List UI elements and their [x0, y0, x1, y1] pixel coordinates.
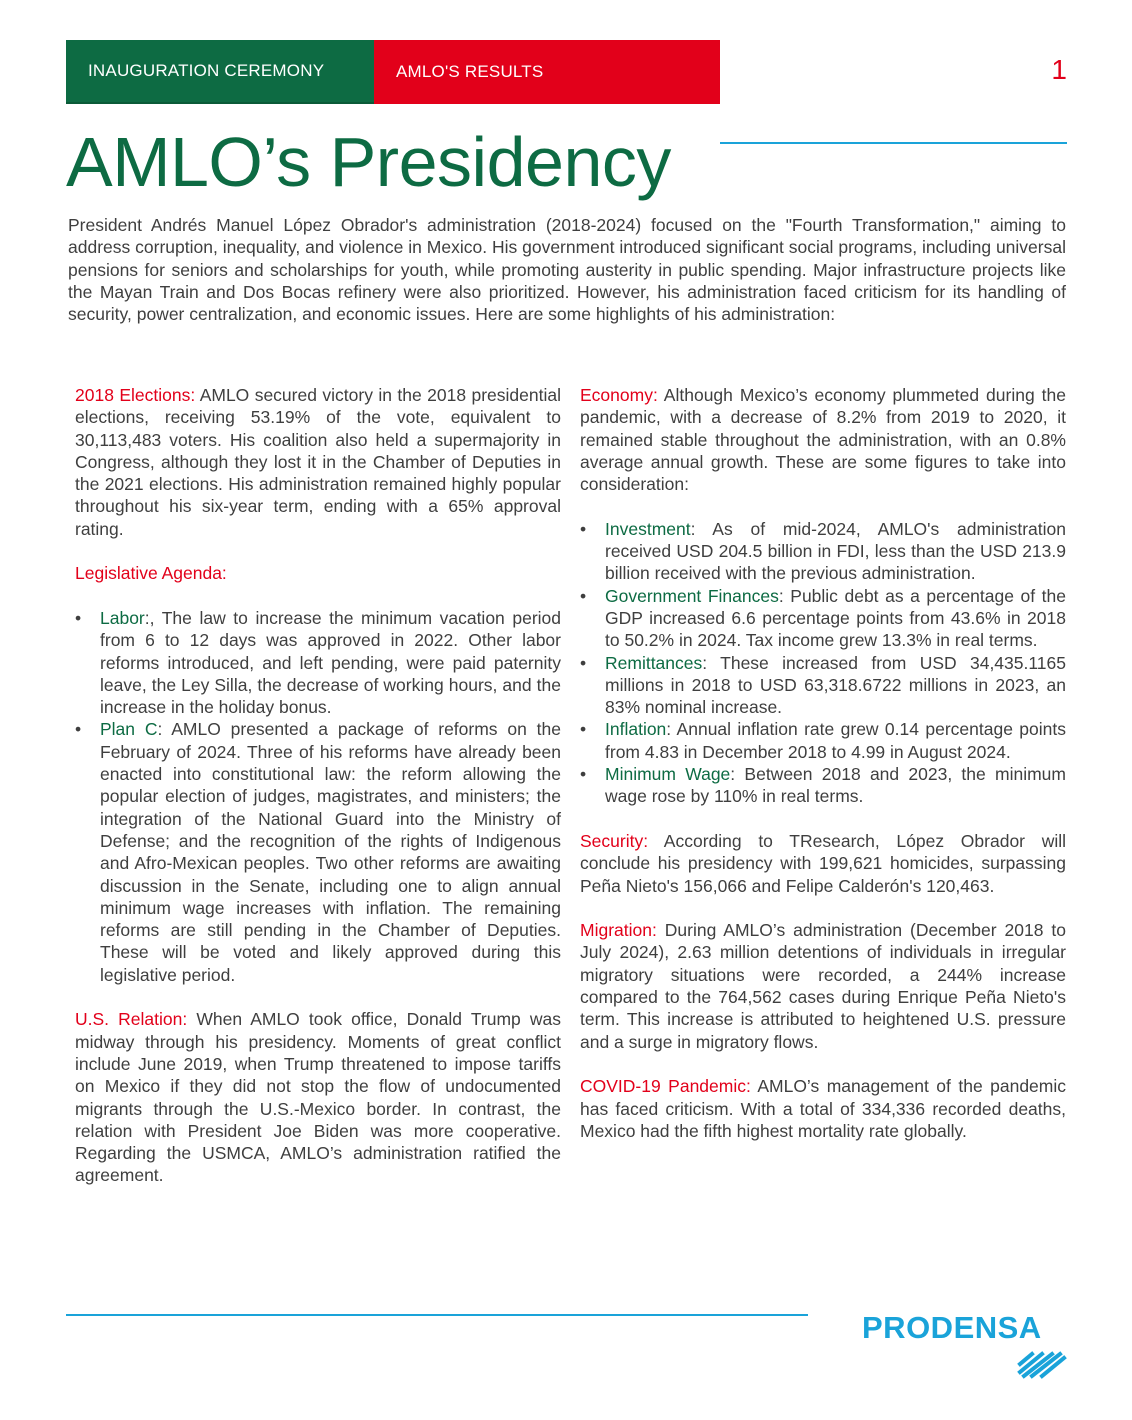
prodensa-logo — [862, 1310, 1072, 1390]
covid-label: COVID-19 Pandemic: — [580, 1076, 751, 1097]
item-label: Minimum Wage — [605, 764, 731, 785]
list-item-government-finances — [580, 585, 1066, 652]
header-bar — [66, 40, 1067, 104]
tab-inauguration-ceremony[interactable] — [66, 40, 374, 104]
item-label: Inflation — [605, 719, 667, 740]
page-title: AMLO’s Presidency — [66, 123, 671, 201]
item-label: Investment — [605, 518, 691, 539]
economy-list — [580, 518, 1066, 808]
header-divider — [720, 142, 1067, 144]
list-item-remittances — [580, 652, 1066, 719]
item-text: : Public debt as a percentage of the GDP increased 6.6 percentage points from 43.6% in 2018 to 50.2% in 2024. Tax income grew 13.3% in real terms. — [605, 585, 1066, 651]
us-relation-label: U.S. Relation: — [75, 1009, 188, 1030]
tab-label: AMLO'S RESULTS — [396, 62, 544, 81]
security-label: Security: — [580, 830, 649, 851]
item-label: Remittances — [605, 652, 703, 673]
legislative-list — [75, 607, 561, 986]
item-label: Labor — [100, 607, 145, 628]
migration-label: Migration: — [580, 920, 657, 941]
economy-paragraph — [580, 384, 1066, 495]
us-relation-paragraph — [75, 1008, 561, 1186]
tab-amlo-results[interactable] — [374, 40, 720, 104]
item-text: : Between 2018 and 2023, the minimum wage rose by 110% in real terms. — [605, 764, 1066, 807]
security-paragraph — [580, 830, 1066, 897]
economy-label: Economy: — [580, 385, 658, 405]
tab-label: INAUGURATION CEREMONY — [88, 61, 325, 80]
elections-label: 2018 Elections: — [75, 385, 196, 405]
item-text: : As of mid-2024, AMLO's administration received USD 204.5 billion in FDI, less than the USD 213.9 billion received with the previous administration. — [605, 518, 1066, 584]
item-label: Plan C — [100, 719, 158, 740]
item-text: : Annual inflation rate grew 0.14 percentage points from 4.83 in December 2018 to 4.99 in August 2024. — [605, 719, 1066, 762]
covid-paragraph — [580, 1075, 1066, 1142]
list-item-investment — [580, 518, 1066, 585]
migration-text: During AMLO’s administration (December 2018 to July 2024), 2.63 million detentions of individuals in irregular migratory situations were recorded, a 244% increase compared to the 764,562 cases during Enrique Peña Nieto's term. This increase is attributed to heightened U.S. pressure and a surge in migratory flows. — [580, 920, 1066, 1052]
item-text: :, The law to increase the minimum vacation period from 6 to 12 days was approved in 2022. Other labor reforms introduced, and left pending, were paid paternity leave, the Ley Silla, the decrease of working hours, and the increase in the holiday bonus. — [100, 607, 561, 718]
covid-text: AMLO’s management of the pandemic has faced criticism. With a total of 334,336 recorded deaths, Mexico had the fifth highest mortality rate globally. — [580, 1076, 1066, 1141]
elections-text: AMLO secured victory in the 2018 presidential elections, receiving 53.19% of the vote, equivalent to 30,113,483 voters. His coalition also held a supermajority in Congress, although they lost it in the Chamber of Deputies in the 2021 elections. His administration remained highly popular throughout his six-year term, ending with a 65% approval rating. — [75, 385, 561, 539]
elections-paragraph — [75, 384, 561, 540]
economy-text: Although Mexico’s economy plummeted during the pandemic, with a decrease of 8.2% from 2019 to 2020, it remained stable throughout the administration, with an 0.8% average annual growth. These are some figures to take into consideration: — [580, 385, 1066, 495]
page-number: 1 — [1051, 54, 1067, 85]
left-column — [75, 384, 561, 1209]
item-label: Government Finances — [605, 585, 779, 606]
migration-paragraph — [580, 919, 1066, 1053]
item-text: : AMLO presented a package of reforms on the February of 2024. Three of his reforms have already been enacted into constitutional law: the reform allowing the popular election of judges, magistrates, and ministers; the integration of the National Guard into the Ministry of Defense; and the recognition of the rights of Indigenous and Afro-Mexican peoples. Two other reforms are awaiting discussion in the Senate, including one to align annual minimum wage increases with inflation. The remaining reforms are still pending in the Chamber of Deputies. These will be voted and likely approved during this legislative period. — [100, 719, 561, 985]
footer-divider — [66, 1314, 808, 1316]
item-text: : These increased from USD 34,435.1165 millions in 2018 to USD 63,318.6722 millions in 2023, an 83% nominal increase. — [605, 652, 1066, 718]
right-column — [580, 384, 1066, 1164]
security-text: According to TResearch, López Obrador will conclude his presidency with 199,621 homicides, surpassing Peña Nieto's 156,066 and Felipe Calderón's 120,463. — [580, 830, 1066, 896]
list-item-labor — [75, 607, 561, 718]
logo-text: PRODENSA — [862, 1310, 1042, 1345]
us-relation-text: When AMLO took office, Donald Trump was midway through his presidency. Moments of great conflict include June 2019, when Trump threatened to impose tariffs on Mexico if they did not stop the flow of undocumented migrants through the U.S.-Mexico border. In contrast, the relation with President Joe Biden was more cooperative. Regarding the USMCA, AMLO’s administration ratified the agreement. — [75, 1009, 561, 1186]
intro-paragraph: President Andrés Manuel López Obrador's administration (2018-2024) focused on the "Fourth Transformation," aiming to address corruption, inequality, and violence in Mexico. His government introduced significant social programs, including universal pensions for seniors and scholarships for youth, while promoting austerity in public spending. Major infrastructure projects like the Mayan Train and Dos Bocas refinery were also prioritized. However, his administration faced criticism for its handling of security, power centralization, and economic issues. Here are some highlights of his administration: — [68, 215, 1066, 325]
prodensa-stripes-icon — [1016, 1350, 1068, 1386]
list-item-plan-c — [75, 718, 561, 986]
list-item-inflation — [580, 718, 1066, 763]
legislative-heading: Legislative Agenda: — [75, 563, 227, 584]
list-item-minimum-wage — [580, 763, 1066, 808]
